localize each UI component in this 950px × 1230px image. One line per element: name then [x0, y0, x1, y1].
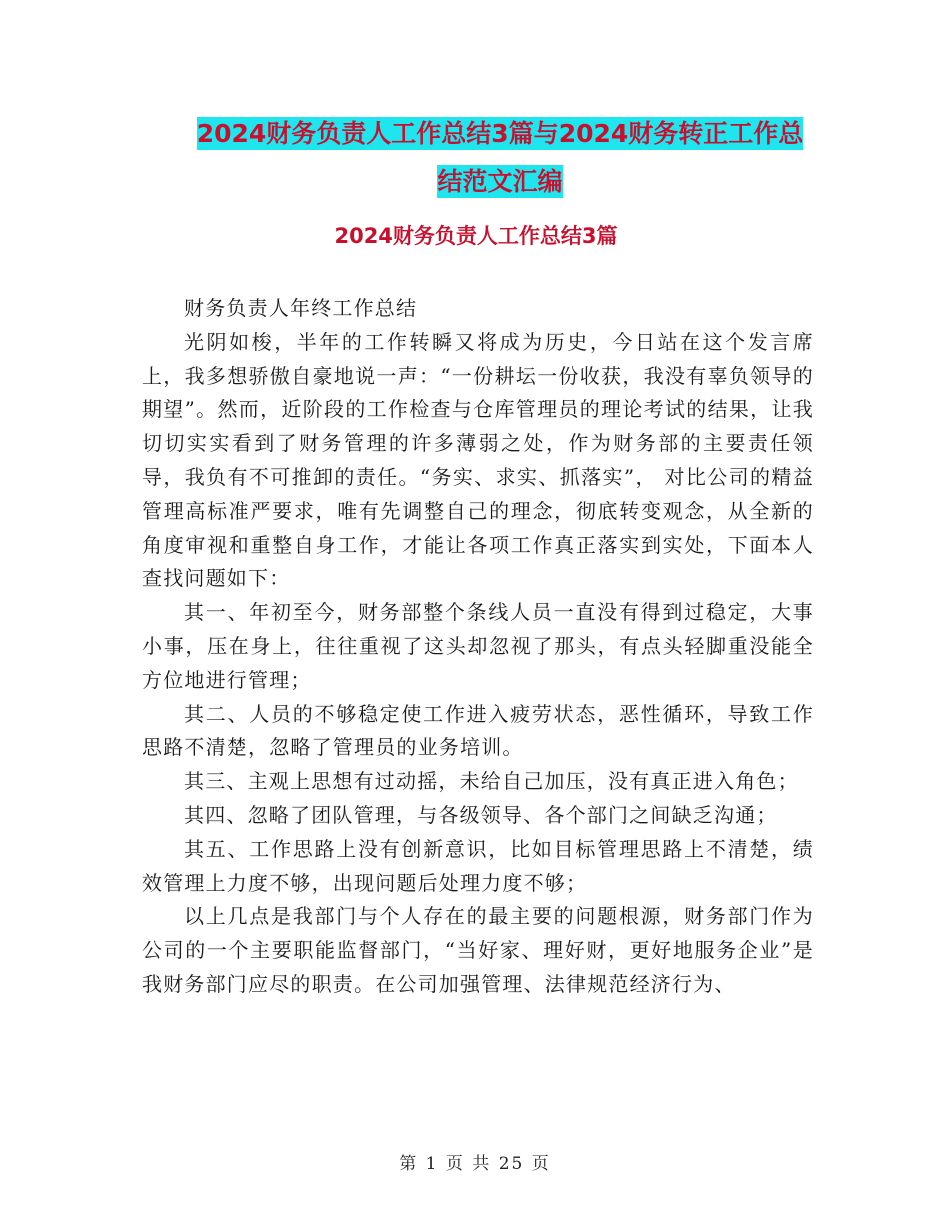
- page-footer: 第 1 页 共 25 页: [399, 1154, 551, 1174]
- paragraph: 其五、工作思路上没有创新意识，比如目标管理思路上不清楚，绩效管理上力度不够，出现问题后处理力度不够；: [142, 836, 814, 895]
- paragraph: 其四、忽略了团队管理，与各级领导、各个部门之间缺乏沟通；: [184, 802, 778, 827]
- paragraph: 光阴如梭，半年的工作转瞬又将成为历史，今日站在这个发言席上，我多想骄傲自豪地说一声：“一份耕坛一份收获，我没有辜负领导的期望”。然而，近阶段的工作检查与仓库管理员的理论考试的结果，让我切切实实看到了财务管理的许多薄弱之处，作为财务部的主要责任领导，我负有不可推卸的责任。“务实、求实、抓落实”， 对比公司的精益管理高标准严要求，唯有先调整自己的理念，彻底转变观念，从全新的角度审视和重整自身工作，才能让各项工作真正落实到实处，下面本人查找问题如下：: [142, 329, 814, 591]
- document-title-line-2: 结范文汇编: [437, 167, 563, 196]
- document-title: [140, 110, 860, 206]
- paragraph: 财务负责人年终工作总结: [184, 296, 418, 320]
- paragraph: 以上几点是我部门与个人存在的最主要的问题根源，财务部门作为公司的一个主要职能监督部门，“当好家、理好财，更好地服务企业”是我财务部门应尽的职责。在公司加强管理、法律规范经济行为、: [142, 904, 814, 996]
- paragraph: 其二、人员的不够稳定使工作进入疲劳状态，恶性循环，导致工作思路不清楚，忽略了管理员的业务培训。: [142, 701, 814, 760]
- section-heading: 2024财务负责人工作总结3篇: [334, 224, 618, 248]
- paragraph: 其三、主观上思想有过动摇，未给自己加压，没有真正进入角色；: [184, 769, 799, 794]
- document-title-line-1: 2024财务负责人工作总结3篇与2024财务转正工作总: [196, 119, 804, 148]
- paragraph: 其一、年初至今，财务部整个条线人员一直没有得到过稳定，大事小事，压在身上，往往重视了这头却忽视了那头，有点头轻脚重没能全方位地进行管理；: [142, 600, 814, 692]
- document-body: [142, 292, 814, 1002]
